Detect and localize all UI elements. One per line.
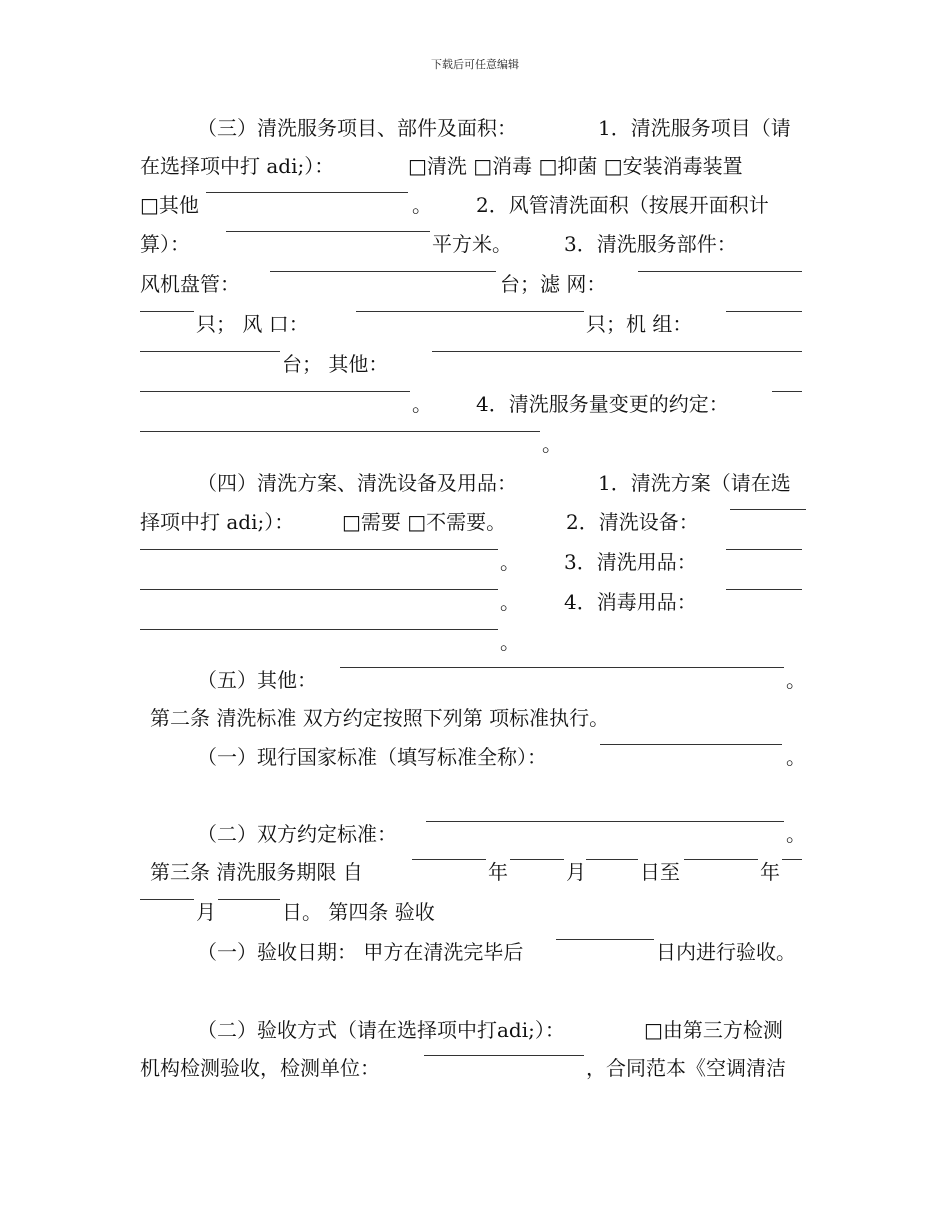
text-segment: 3．清洗服务部件： [564, 232, 737, 256]
blank-underline[interactable] [140, 351, 280, 352]
blank-underline[interactable] [270, 271, 496, 272]
blank-underline[interactable] [424, 1055, 584, 1056]
blank-underline[interactable] [510, 859, 564, 860]
text-segment: □清洗 □消毒 □抑菌 □安装消毒装置 [408, 154, 743, 178]
text-segment: 年 [760, 860, 780, 884]
text-segment: 2．风管清洗面积（按展开面积计 [476, 193, 769, 217]
blank-underline[interactable] [140, 549, 498, 550]
text-segment: 台；滤 网： [500, 272, 607, 296]
text-segment: 。 [500, 590, 520, 614]
text-segment: 只；机 组： [586, 312, 693, 336]
blank-underline[interactable] [140, 899, 194, 900]
text-segment: 4．消毒用品： [564, 590, 697, 614]
text-segment: 第二条 清洗标准 双方约定按照下列第 项标准执行。 [150, 706, 610, 730]
text-segment: 1．清洗服务项目（请 [598, 116, 791, 140]
text-segment: 年 [488, 860, 508, 884]
text-segment: 日至 [640, 860, 680, 884]
text-segment: 2．清洗设备： [566, 510, 699, 534]
blank-underline[interactable] [684, 859, 758, 860]
blank-underline[interactable] [726, 549, 802, 550]
page-header: 下载后可任意编辑 [431, 58, 519, 71]
text-segment: 。 [542, 432, 562, 456]
text-segment: 。 [412, 392, 432, 416]
text-segment: 日。 第四条 验收 [282, 900, 435, 924]
blank-underline[interactable] [772, 391, 802, 392]
text-segment: 平方米。 [432, 232, 512, 256]
blank-underline[interactable] [638, 271, 802, 272]
text-segment: （一）现行国家标准（填写标准全称）： [197, 745, 547, 769]
text-segment: 。 [786, 745, 806, 769]
text-segment: 1．清洗方案（请在选 [598, 471, 791, 495]
text-segment: □由第三方检测 [644, 1018, 783, 1042]
blank-underline[interactable] [730, 509, 806, 510]
text-segment: ，合同范本《空调清洁 [586, 1056, 786, 1080]
text-segment: □其他 [140, 193, 199, 217]
blank-underline[interactable] [140, 431, 540, 432]
blank-underline[interactable] [140, 391, 410, 392]
blank-underline[interactable] [600, 744, 782, 745]
blank-underline[interactable] [226, 231, 430, 232]
blank-underline[interactable] [206, 192, 408, 193]
text-segment: 。 [500, 550, 520, 574]
text-segment: （一）验收日期： 甲方在清洗完毕后 [197, 940, 524, 964]
text-segment: □需要 □不需要。 [342, 510, 507, 534]
text-segment: 。 [786, 668, 806, 692]
blank-underline[interactable] [140, 589, 498, 590]
text-segment: 机构检测验收，检测单位： [140, 1056, 380, 1080]
text-segment: （五）其他： [197, 668, 317, 692]
text-segment: 风机盘管： [140, 272, 240, 296]
text-segment: 只； 风 口： [196, 312, 309, 336]
blank-underline[interactable] [556, 939, 654, 940]
text-segment: 。 [412, 193, 432, 217]
text-segment: 台； 其他： [282, 352, 389, 376]
blank-underline[interactable] [586, 859, 638, 860]
text-segment: 3．清洗用品： [564, 550, 697, 574]
text-segment: 日内进行验收。 [656, 940, 796, 964]
text-segment: 月 [196, 900, 216, 924]
blank-underline[interactable] [140, 311, 194, 312]
text-segment: （二）双方约定标准： [197, 822, 397, 846]
text-segment: 择项中打 adi;）： [140, 510, 295, 534]
blank-underline[interactable] [340, 667, 784, 668]
text-segment: （三）清洗服务项目、部件及面积： [197, 116, 517, 140]
text-segment: 在选择项中打 adi;）： [140, 154, 335, 178]
text-segment: 。 [500, 630, 520, 654]
text-segment: （二）验收方式（请在选择项中打adi;）： [197, 1018, 565, 1042]
blank-underline[interactable] [726, 589, 802, 590]
text-segment: 。 [786, 822, 806, 846]
blank-underline[interactable] [412, 859, 486, 860]
text-segment: 第三条 清洗服务期限 自 [150, 860, 363, 884]
blank-underline[interactable] [726, 311, 802, 312]
blank-underline[interactable] [218, 899, 280, 900]
text-segment: （四）清洗方案、清洗设备及用品： [197, 471, 517, 495]
blank-underline[interactable] [426, 821, 784, 822]
blank-underline[interactable] [432, 351, 802, 352]
text-segment: 4．清洗服务量变更的约定： [476, 392, 729, 416]
blank-underline[interactable] [356, 311, 584, 312]
blank-underline[interactable] [140, 629, 498, 630]
blank-underline[interactable] [782, 859, 802, 860]
text-segment: 算）： [140, 232, 190, 256]
text-segment: 月 [566, 860, 586, 884]
